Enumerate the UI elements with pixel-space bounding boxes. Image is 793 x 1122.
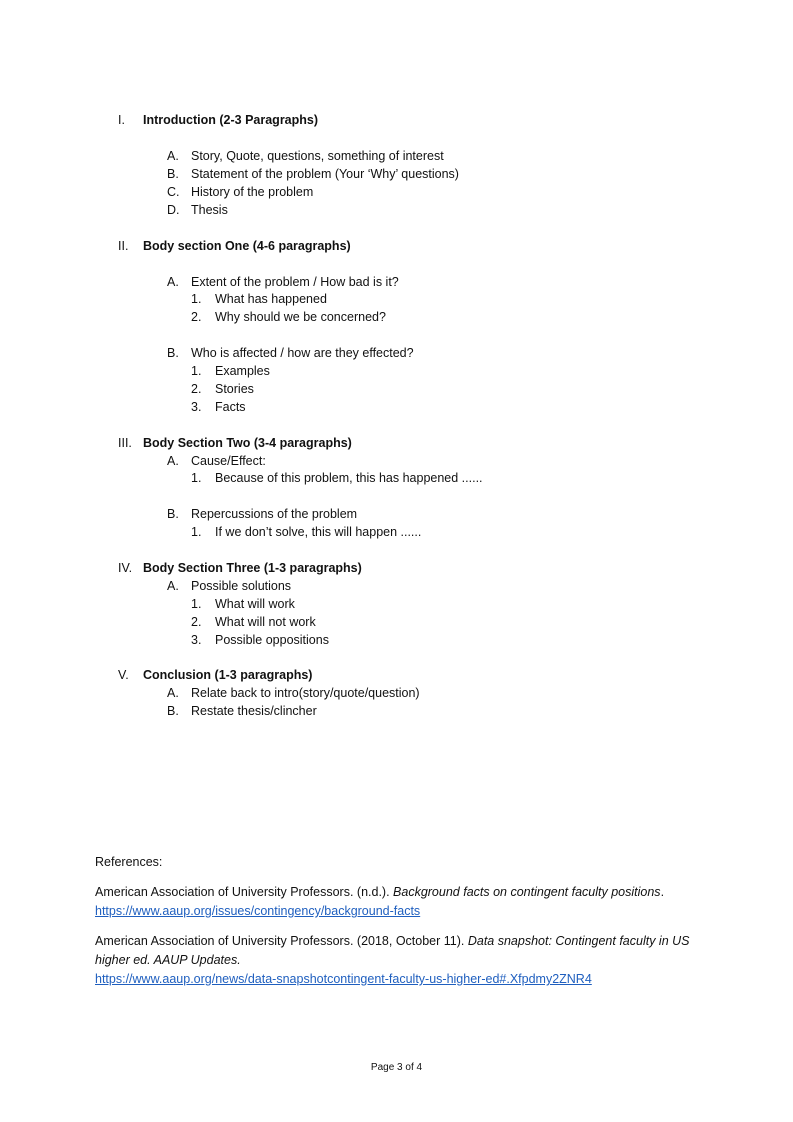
section-title: Introduction (2-3 Paragraphs) xyxy=(143,113,319,127)
item-number: C. xyxy=(167,185,180,199)
section-title: Body section One (4-6 paragraphs) xyxy=(143,239,351,253)
outline-item xyxy=(167,346,414,360)
outline-item xyxy=(167,167,459,181)
references-section xyxy=(95,853,705,1000)
section-number: IV. xyxy=(118,561,133,575)
section-title: Body Section Three (1-3 paragraphs) xyxy=(143,561,362,575)
item-text: Relate back to intro(story/quote/question) xyxy=(191,686,420,700)
reference-entry-2 xyxy=(95,932,705,989)
item-text: Who is affected / how are they effected? xyxy=(191,346,414,360)
outline-item xyxy=(167,149,444,163)
reference-link-1[interactable]: https://www.aaup.org/issues/contingency/background-facts xyxy=(95,904,421,918)
item-number: B. xyxy=(167,346,179,360)
subitem-text: What has happened xyxy=(215,292,327,306)
item-text: Restate thesis/clincher xyxy=(191,704,317,718)
outline-subitem xyxy=(191,292,327,306)
subitem-number: 1. xyxy=(191,471,202,485)
item-text: Cause/Effect: xyxy=(191,454,266,468)
subitem-text: Examples xyxy=(215,364,270,378)
outline-subitem xyxy=(191,525,421,539)
outline-section-2 xyxy=(118,239,351,253)
item-text: Statement of the problem (Your ‘Why’ questions) xyxy=(191,167,459,181)
outline-subitem xyxy=(191,615,316,629)
item-number: A. xyxy=(167,686,179,700)
references-heading: References: xyxy=(95,855,163,869)
item-number: A. xyxy=(167,454,179,468)
item-text: Repercussions of the problem xyxy=(191,507,358,521)
subitem-number: 3. xyxy=(191,400,202,414)
subitem-number: 2. xyxy=(191,382,202,396)
reference-link-2[interactable]: https://www.aaup.org/news/data-snapshotcontingent-faculty-us-higher-ed#.Xfpdmy2ZNR4 xyxy=(95,972,592,986)
subitem-number: 1. xyxy=(191,364,202,378)
item-text: Thesis xyxy=(191,203,228,217)
subitem-text: What will not work xyxy=(215,615,316,629)
item-number: B. xyxy=(167,704,179,718)
outline-item xyxy=(167,203,228,217)
outline-item xyxy=(167,275,399,289)
item-number: A. xyxy=(167,149,179,163)
outline-item xyxy=(167,185,313,199)
outline-subitem xyxy=(191,364,270,378)
item-number: B. xyxy=(167,507,179,521)
outline-subitem xyxy=(191,382,254,396)
page-number: Page 3 of 4 xyxy=(370,1062,423,1073)
section-number: V. xyxy=(118,668,129,682)
outline-section-1 xyxy=(118,113,318,127)
subitem-number: 1. xyxy=(191,292,202,306)
subitem-number: 1. xyxy=(191,525,202,539)
item-text: History of the problem xyxy=(191,185,314,199)
reference-title: Data snapshot: Contingent faculty in US higher ed. AAUP Updates. xyxy=(95,934,690,967)
item-text: Story, Quote, questions, something of interest xyxy=(191,149,444,163)
subitem-text: Stories xyxy=(215,382,254,396)
subitem-number: 3. xyxy=(191,633,202,647)
outline-item xyxy=(167,686,420,700)
outline-subitem xyxy=(191,471,483,485)
outline-subitem xyxy=(191,310,386,324)
reference-entry-1 xyxy=(95,883,705,921)
outline-section-4 xyxy=(118,561,362,575)
subitem-text: If we don’t solve, this will happen ...... xyxy=(215,525,422,539)
section-title: Conclusion (1-3 paragraphs) xyxy=(143,668,313,682)
outline-item xyxy=(167,454,266,468)
item-number: B. xyxy=(167,167,179,181)
section-number: III. xyxy=(118,436,132,450)
item-text: Extent of the problem / How bad is it? xyxy=(191,275,399,289)
outline-subitem xyxy=(191,597,295,611)
section-number: I. xyxy=(118,113,125,127)
subitem-number: 1. xyxy=(191,597,202,611)
subitem-number: 2. xyxy=(191,615,202,629)
item-text: Possible solutions xyxy=(191,579,292,593)
subitem-text: Facts xyxy=(215,400,246,414)
reference-author: American Association of University Professors. (2018, October 11). xyxy=(95,934,468,948)
subitem-text: Because of this problem, this has happened ...... xyxy=(215,471,483,485)
outline-item xyxy=(167,579,291,593)
item-number: D. xyxy=(167,203,180,217)
subitem-text: Possible oppositions xyxy=(215,633,329,647)
reference-punctuation: . xyxy=(660,885,665,899)
item-number: A. xyxy=(167,275,179,289)
section-title: Body Section Two (3-4 paragraphs) xyxy=(143,436,352,450)
reference-title: Background facts on contingent faculty positions xyxy=(393,885,661,899)
subitem-number: 2. xyxy=(191,310,202,324)
item-number: A. xyxy=(167,579,179,593)
reference-author: American Association of University Professors. (n.d.). xyxy=(95,885,394,899)
section-number: II. xyxy=(118,239,129,253)
subitem-text: What will work xyxy=(215,597,295,611)
outline-subitem xyxy=(191,400,246,414)
subitem-text: Why should we be concerned? xyxy=(215,310,386,324)
outline-item xyxy=(167,704,317,718)
outline-item xyxy=(167,507,357,521)
outline-subitem xyxy=(191,633,329,647)
outline-section-5 xyxy=(118,668,312,682)
outline-section-3 xyxy=(118,436,352,450)
